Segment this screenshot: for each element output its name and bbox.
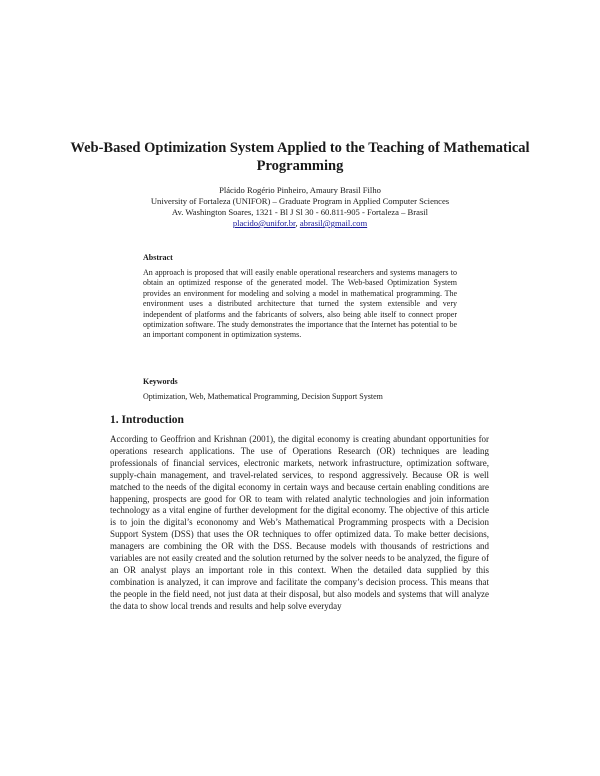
keywords-heading: Keywords <box>143 377 178 386</box>
author-emails <box>60 218 540 229</box>
email-separator: , <box>295 218 298 228</box>
author-block <box>60 185 540 229</box>
keywords-text: Optimization, Web, Mathematical Programming, Decision Support System <box>143 392 383 401</box>
author-affiliation: University of Fortaleza (UNIFOR) – Graduate Program in Applied Computer Sciences <box>150 196 450 206</box>
author-address: Av. Washington Soares, 1321 - Bl J Sl 30 - 60.811-905 - Fortaleza – Brasil <box>171 207 429 217</box>
author-names: Plácido Rogério Pinheiro, Amaury Brasil Filho <box>219 185 381 195</box>
introduction-text: According to Geoffrion and Krishnan (2001), the digital economy is creating abundant opportunities for operations research applications. The use of Operations Research (OR) techniques are leading professionals of financial services, electronic markets, network infrastructure, optimization software, supply-chain management, and travel-related services, to respond aggressively. Because OR is well matched to the needs of the digital economy in certain ways and because certain enabling conditions are happening, prospects are good for OR to team with related analytic technologies and join information technology as a vital engine of further development for the digital economy. The objective of this article is to join the digital’s econonomy and Web’s Mathematical Programming prospects with a Decision Support System (DSS) that uses the OR techniques to offer optimized data. To make better decisions, managers are combining the OR with the DSS. Because models with thousands of restrictions and variables are not easily created and the solution returned by the solver needs to be analyzed, the figure of an OR analyst plays an important role in this context. When the detailed data supplied by this combination is analyzed, it can improve and facilitate the company’s decision process. This means that the people in the field need, not just data at their disposal, but also models and systems that will analyze the data to show local trends and results and help solve everyday <box>110 434 489 611</box>
email-link-abrasil[interactable]: abrasil@gmail.com <box>299 218 368 228</box>
abstract-text: An approach is proposed that will easily enable operational researchers and systems managers to obtain an optimized response of the generated model. The Web-based Optimization System provides an environment for modeling and solving a model in mathematical programming. The environment uses a distributed architecture that turned the system extensible and very independent of platforms and the fabricants of solvers, also being able itself to connect proper optimization software. The study demonstrates the importance that the Internet has potential to be an important component in optimization systems. <box>143 268 457 340</box>
paper-title: Web-Based Optimization System Applied to the Teaching of Mathematical Programming <box>70 140 530 174</box>
abstract-heading: Abstract <box>143 253 173 262</box>
section-heading-introduction: 1. Introduction <box>110 414 184 426</box>
email-link-placido[interactable]: placido@unifor.br <box>232 218 296 228</box>
